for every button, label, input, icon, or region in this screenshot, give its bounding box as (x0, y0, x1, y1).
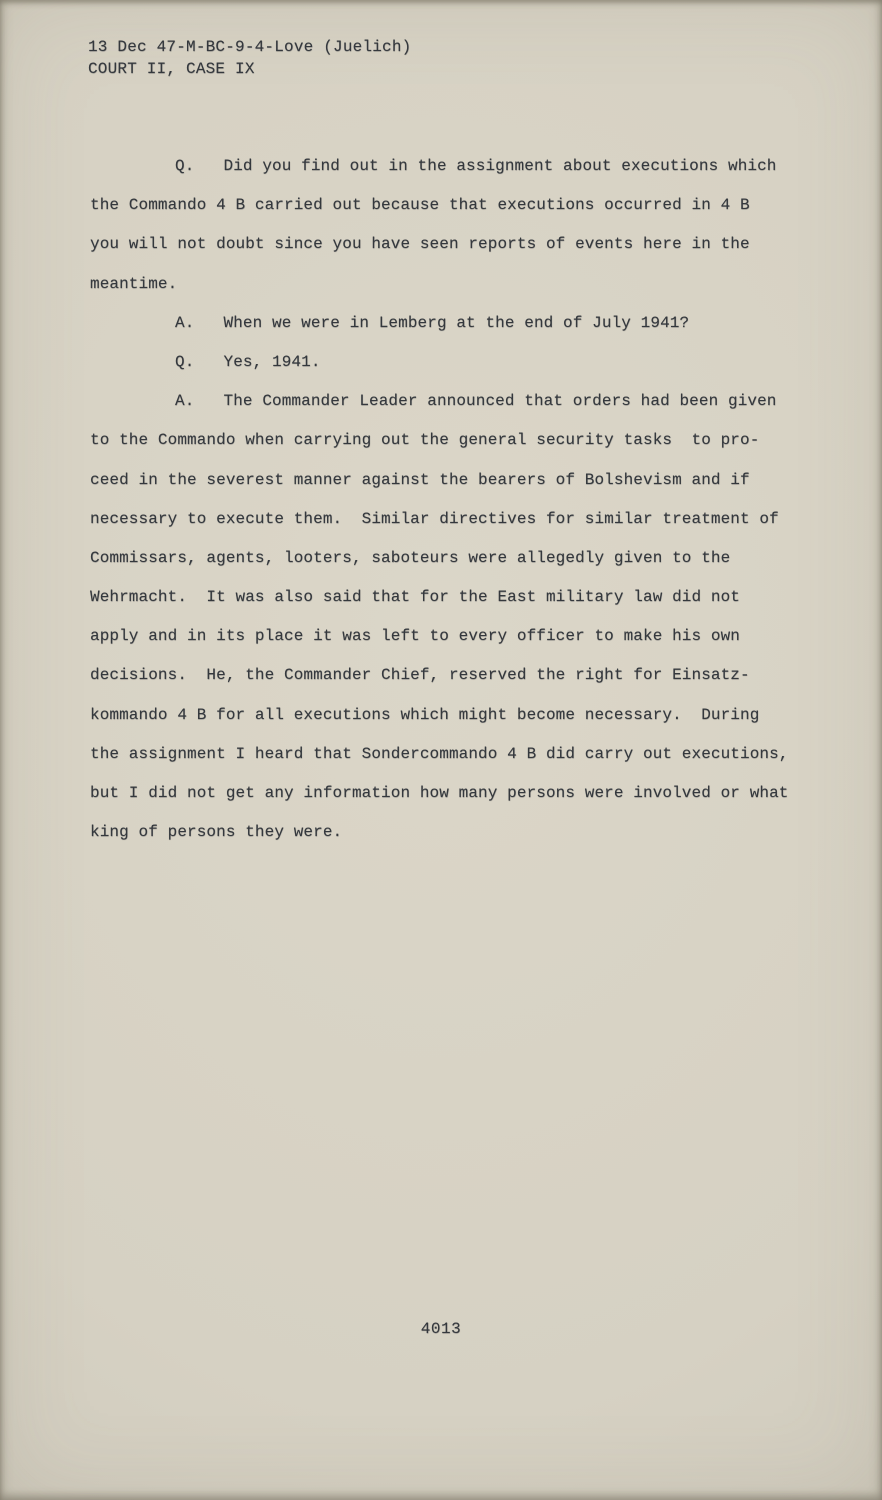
text-line: A. The Commander Leader announced that orders had been given (175, 392, 777, 411)
text-line: Commissars, agents, looters, saboteurs were allegedly given to the (90, 548, 731, 567)
text-line: the Commando 4 B carried out because that executions occurred in 4 B (90, 196, 750, 215)
text-line: A. When we were in Lemberg at the end of July 1941? (175, 313, 690, 332)
page-number: 4013 (420, 1320, 462, 1338)
header-court-case-line: COURT II, CASE IX (88, 60, 255, 78)
text-line: Q. Yes, 1941. (175, 352, 321, 371)
text-line: necessary to execute them. Similar directives for similar treatment of (90, 509, 779, 528)
document-body (90, 147, 810, 852)
text-line: ceed in the severest manner against the bearers of Bolshevism and if (90, 470, 750, 489)
text-line: apply and in its place it was left to every officer to make his own (90, 627, 741, 646)
text-line: Wehrmacht. It was also said that for the East military law did not (90, 588, 741, 607)
text-line: to the Commando when carrying out the general security tasks to pro- (90, 431, 760, 450)
document-header (88, 36, 411, 80)
text-line: kommando 4 B for all executions which might become necessary. During (90, 705, 760, 724)
text-line: Q. Did you find out in the assignment about executions which (175, 157, 777, 175)
text-line: but I did not get any information how many persons were involved or what (90, 784, 789, 802)
header-reference-line: 13 Dec 47-M-BC-9-4-Love (Juelich) (88, 38, 412, 56)
text-line: the assignment I heard that Sondercommando 4 B did carry out executions, (90, 744, 789, 763)
text-line: meantime. (90, 274, 178, 293)
text-line: king of persons they were. (90, 823, 343, 842)
text-line: you will not doubt since you have seen reports of events here in the (90, 235, 750, 254)
text-line: decisions. He, the Commander Chief, reserved the right for Einsatz- (90, 666, 750, 685)
